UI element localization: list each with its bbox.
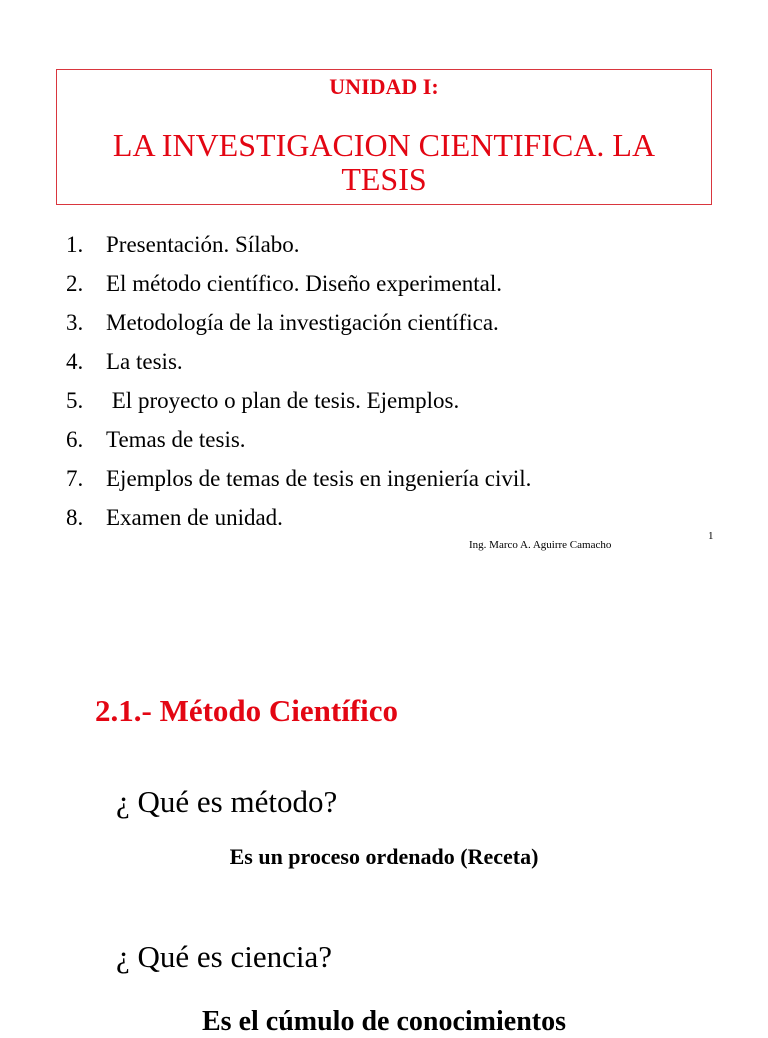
page-number: 1 bbox=[708, 530, 714, 542]
topic-text: Ejemplos de temas de tesis en ingeniería civil. bbox=[106, 466, 532, 491]
topic-number: 3. bbox=[66, 310, 84, 335]
topic-text: Presentación. Sílabo. bbox=[106, 232, 300, 257]
answer-science: Es el cúmulo de conocimientos bbox=[202, 1006, 566, 1037]
topic-item bbox=[66, 423, 531, 462]
topic-number: 7. bbox=[66, 466, 84, 491]
unit-title-box bbox=[56, 69, 712, 205]
topic-item bbox=[66, 228, 531, 267]
topic-number: 5. bbox=[66, 388, 84, 413]
unit-title bbox=[57, 128, 711, 196]
topic-number: 2. bbox=[66, 271, 84, 296]
unit-title-line-2: TESIS bbox=[341, 161, 427, 197]
topic-text: El proyecto o plan de tesis. Ejemplos. bbox=[106, 388, 460, 413]
topic-item bbox=[66, 501, 531, 540]
topic-item bbox=[66, 384, 531, 423]
topic-number: 6. bbox=[66, 427, 84, 452]
unit-title-line-1: LA INVESTIGACION CIENTIFICA. LA bbox=[112, 127, 656, 163]
topic-text: Examen de unidad. bbox=[106, 505, 283, 530]
question-science: ¿ Qué es ciencia? bbox=[116, 939, 333, 974]
topic-text: Metodología de la investigación científica. bbox=[106, 310, 499, 335]
topic-number: 8. bbox=[66, 505, 84, 530]
topic-text: La tesis. bbox=[106, 349, 183, 374]
topic-item bbox=[66, 306, 531, 345]
topic-number: 1. bbox=[66, 232, 84, 257]
topic-item bbox=[66, 345, 531, 384]
topic-item bbox=[66, 267, 531, 306]
section-title: 2.1.- Método Científico bbox=[95, 693, 399, 728]
topic-text: El método científico. Diseño experimental. bbox=[106, 271, 502, 296]
unit-label: UNIDAD I: bbox=[329, 74, 439, 99]
question-method: ¿ Qué es método? bbox=[116, 784, 338, 819]
author-footer: Ing. Marco A. Aguirre Camacho bbox=[469, 539, 612, 551]
answer-method: Es un proceso ordenado (Receta) bbox=[229, 844, 539, 869]
topics-list bbox=[66, 228, 531, 540]
topic-number: 4. bbox=[66, 349, 84, 374]
topic-item bbox=[66, 462, 531, 501]
topic-text: Temas de tesis. bbox=[106, 427, 246, 452]
